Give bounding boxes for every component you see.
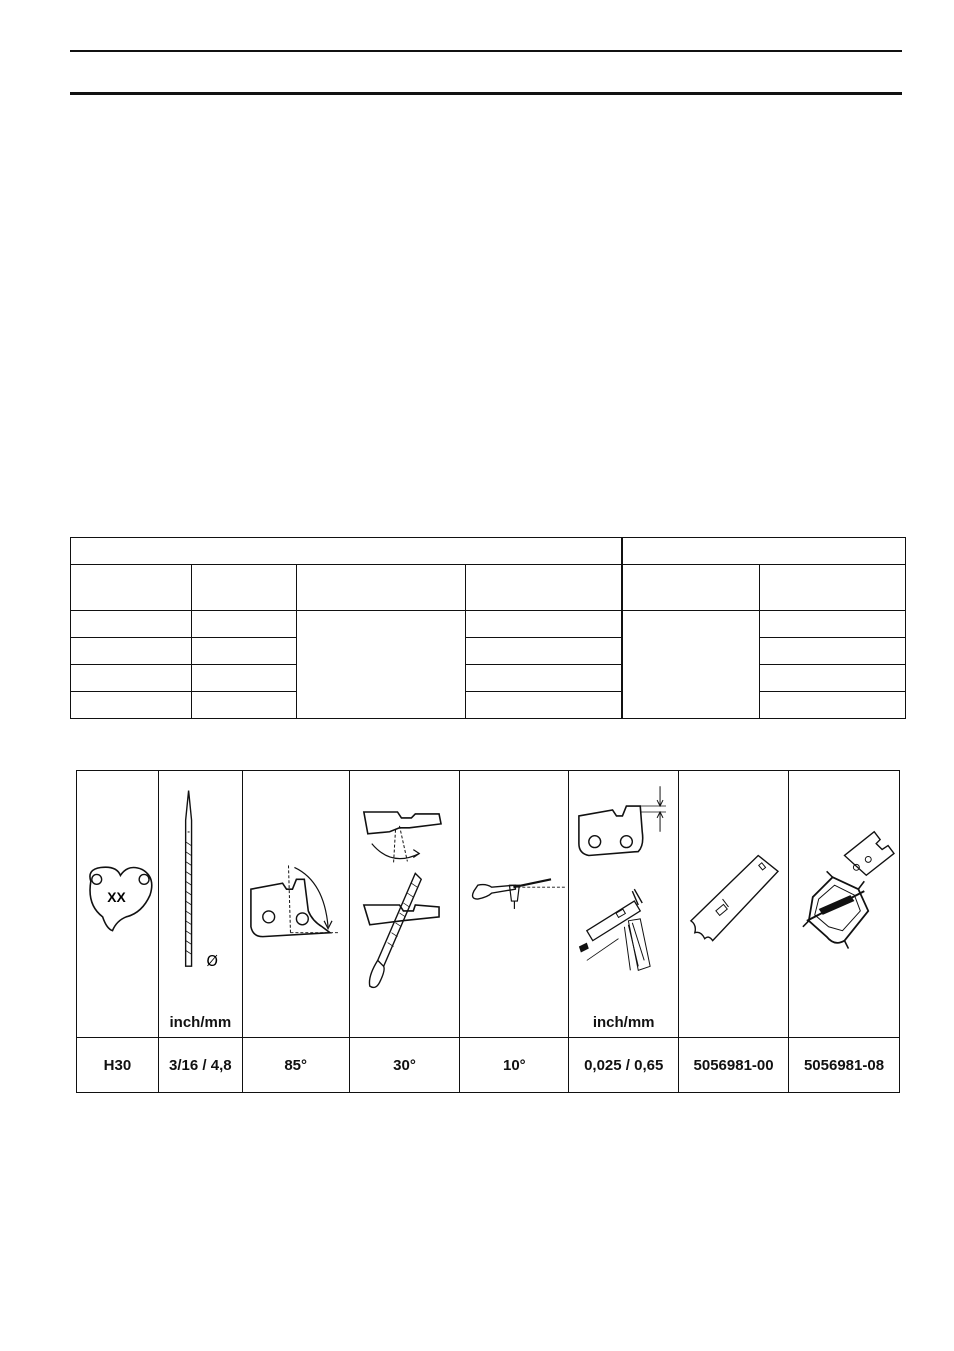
depth-gauge-tool-icon (679, 771, 788, 1037)
file-holder-guide-cell (789, 771, 900, 1038)
spec-merged-cell (622, 611, 760, 719)
spec-cell (466, 665, 622, 692)
depth-gauge-cell (569, 771, 679, 1038)
filing-angle-value: 30° (349, 1038, 460, 1093)
spec-cell (71, 692, 192, 719)
spec-cell (191, 638, 296, 665)
spec-col-header (760, 565, 906, 611)
spec-cell (71, 638, 192, 665)
spec-group-header-right (622, 538, 906, 565)
spec-col-header (71, 565, 192, 611)
spec-merged-cell (296, 611, 466, 719)
diameter-symbol: Ø (206, 953, 218, 971)
round-file-cell (158, 771, 242, 1038)
filing-angle-icon (350, 771, 460, 1037)
depth-gauge-icon (569, 771, 678, 1037)
file-holder-tilt-icon (460, 771, 568, 1037)
header-rule-top (70, 50, 902, 52)
spec-cell (466, 638, 622, 665)
spec-cell (760, 638, 906, 665)
spec-group-header-left (71, 538, 622, 565)
depth-gauge-value: 0,025 / 0,65 (569, 1038, 679, 1093)
depth-gauge-unit: inch/mm (592, 1014, 655, 1031)
spec-cell (760, 692, 906, 719)
cutter-marking-cell (77, 771, 159, 1038)
cutter-mark-text: XX (107, 889, 126, 906)
depth-tool-part-number: 5056981-00 (679, 1038, 789, 1093)
file-guide-part-number: 5056981-08 (789, 1038, 900, 1093)
spec-cell (71, 665, 192, 692)
spec-cell (191, 665, 296, 692)
file-holder-guide-icon (789, 771, 899, 1037)
spec-cell (71, 611, 192, 638)
spec-col-header (466, 565, 622, 611)
bar-chain-spec-table (70, 537, 906, 719)
depth-gauge-tool-cell (679, 771, 789, 1038)
spec-cell (760, 665, 906, 692)
spec-cell (191, 692, 296, 719)
spec-cell (466, 611, 622, 638)
file-diameter-value: 3/16 / 4,8 (158, 1038, 242, 1093)
spec-col-header (622, 565, 760, 611)
file-tilt-value: 10° (460, 1038, 569, 1093)
file-diameter-unit: inch/mm (169, 1014, 232, 1031)
filing-equipment-table (76, 770, 900, 1093)
filing-angle-cell (349, 771, 460, 1038)
round-file-icon (159, 771, 242, 1037)
spec-cell (466, 692, 622, 719)
spec-col-header (296, 565, 466, 611)
file-holder-tilt-cell (460, 771, 569, 1038)
header-rule-bottom (70, 92, 902, 95)
chain-code-value: H30 (77, 1038, 159, 1093)
cutter-marking-icon (77, 771, 158, 1037)
top-plate-angle-value: 85° (242, 1038, 349, 1093)
spec-col-header (191, 565, 296, 611)
top-plate-angle-cell (242, 771, 349, 1038)
spec-cell (760, 611, 906, 638)
spec-cell (191, 611, 296, 638)
top-plate-angle-icon (243, 771, 349, 1037)
